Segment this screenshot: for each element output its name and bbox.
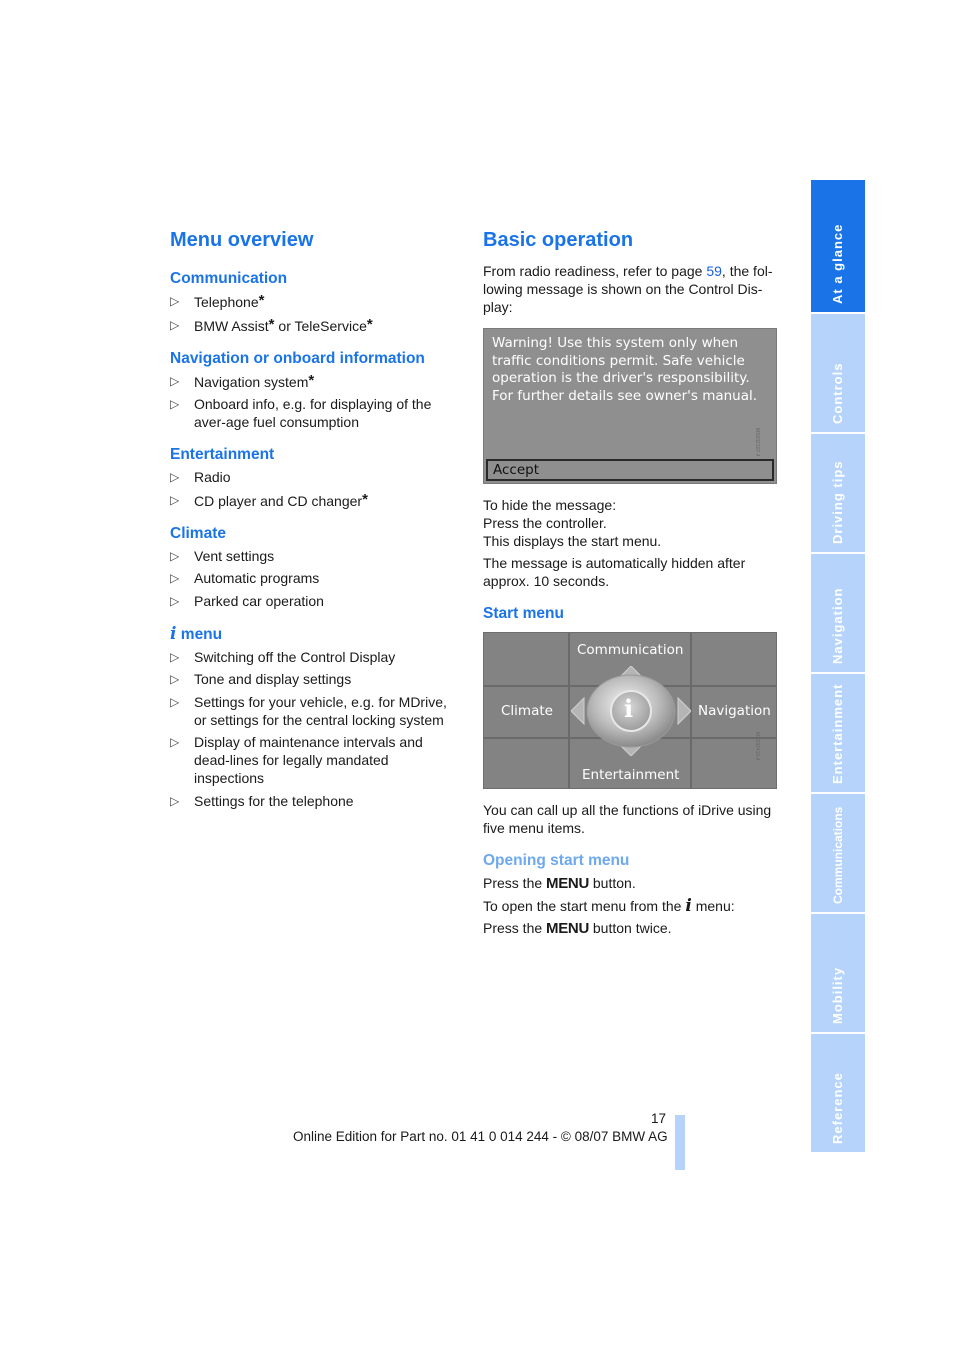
menu-item-communication[interactable]: Communication <box>577 642 684 658</box>
tab-entertainment[interactable]: Entertainment <box>811 674 865 792</box>
figure-code: MS032107-4 <box>754 428 761 457</box>
basic-operation-title: Basic operation <box>483 229 634 251</box>
star-icon: * <box>366 315 373 333</box>
section-heading: i menu <box>170 623 223 644</box>
call-up-text: You can call up all the functions of iDrive using five menu items. <box>483 802 772 836</box>
bullet-icon: ▷ <box>170 397 180 411</box>
auto-hide-text: The message is automatically hidden after approx. 10 seconds. <box>483 555 746 589</box>
warning-screen-figure <box>483 328 777 484</box>
hide-line-3: This displays the start menu. <box>483 533 662 549</box>
tab-reference[interactable]: Reference <box>811 1034 865 1152</box>
menu-item-climate[interactable]: Climate <box>501 703 553 719</box>
open-from-i-line: To open the start menu from the i menu: <box>483 896 735 916</box>
press-menu-twice-line: Press the MENU button twice. <box>483 920 672 937</box>
section-i-menu <box>170 624 462 810</box>
list-item: ▷ Display of maintenance intervals and dead-lines for legally mandated inspections <box>170 734 423 786</box>
list-item: ▷ Tone and display settings <box>170 671 352 687</box>
list-item: ▷ Settings for your vehicle, e.g. for MDrive, or settings for the central locking system <box>170 693 447 728</box>
section-entertainment <box>170 445 462 510</box>
list-item: ▷ CD player and CD changer* <box>170 490 368 509</box>
list-item: ▷ Vent settings <box>170 547 275 564</box>
tab-driving-tips[interactable]: Driving tips <box>811 434 865 552</box>
tab-communications[interactable]: Communications <box>811 794 865 912</box>
figure-code: MS032410-4 <box>754 732 761 761</box>
menu-button-icon: MENU <box>546 875 589 892</box>
warning-screen <box>483 328 777 484</box>
grid-line <box>568 633 570 788</box>
section-heading: Communication <box>170 270 288 287</box>
start-menu-heading: Start menu <box>483 605 564 622</box>
start-menu-figure <box>483 632 777 789</box>
section-heading: Entertainment <box>170 446 275 463</box>
page-link[interactable]: 59 <box>706 263 722 279</box>
bullet-icon: ▷ <box>170 492 180 507</box>
list-item: ▷ Switching off the Control Display <box>170 648 396 665</box>
star-icon: * <box>258 292 265 309</box>
bullet-icon: ▷ <box>170 294 180 308</box>
bullet-icon: ▷ <box>170 571 180 585</box>
chapter-sidebar <box>811 180 865 1154</box>
list-item: ▷ BMW Assist* or TeleService* <box>170 315 373 334</box>
bullet-icon: ▷ <box>170 593 180 608</box>
section-heading: Climate <box>170 524 226 542</box>
start-menu-screen <box>483 632 777 789</box>
hide-line-1: To hide the message: <box>483 497 617 513</box>
list-item: ▷ Telephone* <box>170 292 265 310</box>
section-navigation <box>170 349 462 432</box>
list-item: ▷ Onboard info, e.g. for displaying of the aver-age fuel consumption <box>170 396 432 430</box>
bullet-icon: ▷ <box>170 694 180 709</box>
bullet-icon: ▷ <box>170 672 180 686</box>
tab-navigation[interactable]: Navigation <box>811 554 865 672</box>
list-item: ▷ Automatic programs <box>170 570 320 586</box>
menu-overview-title: Menu overview <box>170 229 314 251</box>
intro-paragraph: From radio readiness, refer to page 59, the fol-lowing message is shown on the Control Dis-play: <box>483 263 773 315</box>
menu-item-entertainment[interactable]: Entertainment <box>582 767 680 783</box>
bullet-icon: ▷ <box>170 548 180 563</box>
list-item: ▷ Navigation system* <box>170 371 315 390</box>
bullet-icon: ▷ <box>170 317 180 332</box>
tab-at-a-glance[interactable]: At a glance <box>811 180 865 312</box>
bullet-icon: ▷ <box>170 649 180 664</box>
footer-bar <box>675 1115 685 1170</box>
info-i-icon: i <box>170 623 177 644</box>
section-communication <box>170 269 462 335</box>
list-item: ▷ Radio <box>170 469 231 485</box>
menu-button-icon: MENU <box>546 920 589 937</box>
opening-start-menu-heading: Opening start menu <box>483 852 630 869</box>
bullet-icon: ▷ <box>170 735 180 749</box>
warning-text: Warning! Use this system only when traffic conditions permit. Safe vehicle operation is the driver's responsibility. For further details see owner's manual. <box>492 335 758 404</box>
hide-line-2: Press the controller. <box>483 515 607 531</box>
page-number: 17 <box>651 1111 667 1126</box>
right-column <box>483 226 777 942</box>
info-i-icon: i <box>685 896 692 916</box>
controller-knob[interactable] <box>571 666 691 756</box>
footer-text: Online Edition for Part no. 01 41 0 014 244 - © 08/07 BMW AG <box>293 1129 668 1144</box>
star-icon: * <box>308 371 315 389</box>
left-column <box>170 226 462 824</box>
star-icon: * <box>268 315 275 333</box>
list-item: ▷ Settings for the telephone <box>170 792 354 809</box>
tab-mobility[interactable]: Mobility <box>811 914 865 1032</box>
accept-button[interactable]: Accept <box>486 459 774 481</box>
star-icon: * <box>362 490 368 508</box>
list-item: ▷ Parked car operation <box>170 592 324 609</box>
bullet-icon: ▷ <box>170 470 180 484</box>
section-climate <box>170 524 462 610</box>
tab-controls[interactable]: Controls <box>811 314 865 432</box>
press-menu-line: Press the MENU button. <box>483 875 636 892</box>
menu-item-navigation[interactable]: Navigation <box>698 703 771 719</box>
section-heading: Navigation or onboard information <box>170 349 425 367</box>
center-i-label: i <box>624 694 634 723</box>
bullet-icon: ▷ <box>170 373 180 388</box>
bullet-icon: ▷ <box>170 793 180 808</box>
